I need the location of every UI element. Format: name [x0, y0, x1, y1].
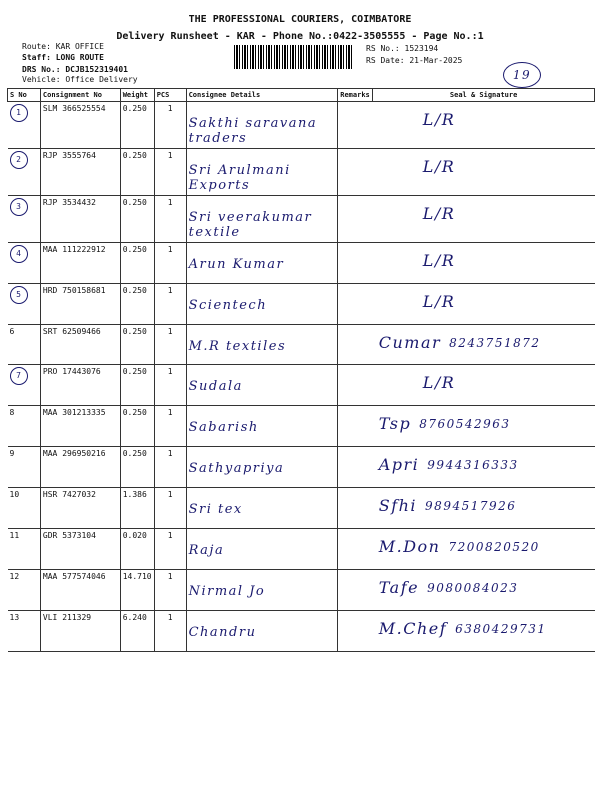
- signature: L/R: [422, 157, 456, 176]
- table-row: [8, 243, 595, 284]
- col-header-pcs: PCS: [154, 89, 186, 102]
- signature-cell: [373, 447, 595, 488]
- consignee-name: Raja: [188, 543, 225, 558]
- signature: Sfhi: [378, 496, 418, 515]
- remarks-cell: [338, 325, 373, 365]
- consignee-name: Sri tex: [188, 502, 243, 517]
- sno-cell: [8, 529, 41, 570]
- sno-value: 7: [10, 367, 28, 385]
- pcs-cell: 1: [154, 149, 186, 196]
- pcs-cell: 1: [154, 284, 186, 325]
- vehicle-label: Vehicle: Office Delivery: [22, 75, 138, 84]
- consignee-name: M.R textiles: [188, 339, 287, 354]
- signature: Tafe: [378, 578, 420, 597]
- sno-cell: [8, 611, 41, 652]
- weight-cell: 0.250: [120, 102, 154, 149]
- consignment-cell: HRD 750158681: [40, 284, 120, 325]
- company-title: THE PROFESSIONAL COURIERS, COIMBATORE: [188, 14, 412, 25]
- signature-cell: [373, 611, 595, 652]
- sno-value: 9: [9, 449, 15, 458]
- consignee-cell: [186, 570, 338, 611]
- weight-cell: 1.386: [120, 488, 154, 529]
- remarks-cell: [338, 611, 373, 652]
- consignment-cell: SLM 366525554: [40, 102, 120, 149]
- remarks-cell: [338, 406, 373, 447]
- runsheet-title: Delivery Runsheet - KAR - Phone No.:0422-3505555 - Page No.:1: [116, 31, 484, 42]
- sno-value: 10: [9, 490, 20, 499]
- sno-cell: [8, 196, 41, 243]
- remarks-cell: [338, 529, 373, 570]
- rs-date: RS Date: 21-Mar-2025: [366, 56, 463, 65]
- pcs-cell: 1: [154, 570, 186, 611]
- consignment-cell: RJP 3534432: [40, 196, 120, 243]
- signature-cell: [373, 196, 595, 243]
- weight-cell: 0.250: [120, 196, 154, 243]
- sno-cell: [8, 406, 41, 447]
- table-row: [8, 447, 595, 488]
- sno-cell: [8, 284, 41, 325]
- weight-cell: 6.240: [120, 611, 154, 652]
- consignee-cell: [186, 196, 338, 243]
- remarks-cell: [338, 488, 373, 529]
- sno-value: 12: [9, 572, 20, 581]
- signature: L/R: [422, 110, 456, 129]
- signature-cell: [373, 102, 595, 149]
- col-header-signature: Seal & Signature: [373, 89, 595, 102]
- consignment-cell: MAA 301213335: [40, 406, 120, 447]
- drs-number: DRS No.: DCJB152319401: [22, 65, 128, 74]
- signature-cell: [373, 529, 595, 570]
- table-row: [8, 325, 595, 365]
- signature-cell: [373, 406, 595, 447]
- consignment-cell: MAA 296950216: [40, 447, 120, 488]
- phone-number: 9944316333: [427, 457, 519, 472]
- sno-value: 4: [10, 245, 28, 263]
- pcs-cell: 1: [154, 102, 186, 149]
- consignment-cell: MAA 111222912: [40, 243, 120, 284]
- sno-value: 2: [10, 151, 28, 169]
- consignee-name: Arun Kumar: [188, 257, 285, 272]
- phone-number: 9894517926: [425, 498, 517, 513]
- remarks-cell: [338, 102, 373, 149]
- remarks-cell: [338, 149, 373, 196]
- table-row: [8, 611, 595, 652]
- signature-cell: [373, 365, 595, 406]
- consignee-cell: [186, 365, 338, 406]
- remarks-cell: [338, 570, 373, 611]
- consignee-name: Sri Arulmani Exports: [188, 163, 291, 193]
- route-label: Route: KAR OFFICE: [22, 42, 104, 51]
- consignee-name: Sabarish: [188, 420, 259, 435]
- consignment-cell: HSR 7427032: [40, 488, 120, 529]
- sno-value: 1: [10, 104, 28, 122]
- consignment-cell: VLI 211329: [40, 611, 120, 652]
- consignee-name: Sakthi saravana traders: [188, 116, 318, 146]
- consignment-cell: PRO 17443076: [40, 365, 120, 406]
- signature-cell: [373, 325, 595, 365]
- consignment-cell: GDR 5373104: [40, 529, 120, 570]
- consignee-name: Scientech: [188, 298, 268, 313]
- remarks-cell: [338, 196, 373, 243]
- remarks-cell: [338, 284, 373, 325]
- barcode: [234, 45, 352, 69]
- signature-cell: [373, 243, 595, 284]
- phone-number: 7200820520: [448, 539, 540, 554]
- signature: L/R: [422, 292, 456, 311]
- remarks-cell: [338, 447, 373, 488]
- sno-cell: [8, 325, 41, 365]
- sno-value: 6: [9, 327, 15, 336]
- signature-cell: [373, 570, 595, 611]
- remarks-cell: [338, 365, 373, 406]
- page-mark: 19: [503, 62, 541, 88]
- phone-number: 9080084023: [427, 580, 519, 595]
- table-row: [8, 284, 595, 325]
- runsheet-table: [7, 88, 595, 652]
- staff-label: Staff: LONG ROUTE: [22, 53, 104, 62]
- signature: Cumar: [378, 333, 442, 352]
- consignee-name: Sudala: [188, 379, 243, 394]
- sno-cell: [8, 488, 41, 529]
- consignee-cell: [186, 325, 338, 365]
- weight-cell: 0.250: [120, 149, 154, 196]
- table-row: [8, 365, 595, 406]
- consignee-cell: [186, 529, 338, 570]
- sno-value: 8: [9, 408, 15, 417]
- signature-cell: [373, 284, 595, 325]
- pcs-cell: 1: [154, 365, 186, 406]
- sno-cell: [8, 149, 41, 196]
- phone-number: 8243751872: [449, 335, 541, 350]
- sno-cell: [8, 102, 41, 149]
- weight-cell: 0.250: [120, 406, 154, 447]
- consignee-name: Chandru: [188, 625, 257, 640]
- consignee-cell: [186, 284, 338, 325]
- signature-cell: [373, 488, 595, 529]
- consignee-cell: [186, 447, 338, 488]
- col-header-consignee: Consignee Details: [186, 89, 338, 102]
- weight-cell: 0.020: [120, 529, 154, 570]
- consignee-name: Sri veerakumar textile: [188, 210, 313, 240]
- table-row: [8, 529, 595, 570]
- pcs-cell: 1: [154, 243, 186, 284]
- pcs-cell: 1: [154, 447, 186, 488]
- consignment-cell: RJP 3555764: [40, 149, 120, 196]
- weight-cell: 14.710: [120, 570, 154, 611]
- pcs-cell: 1: [154, 488, 186, 529]
- table-row: [8, 488, 595, 529]
- sno-cell: [8, 365, 41, 406]
- consignee-cell: [186, 488, 338, 529]
- consignee-cell: [186, 611, 338, 652]
- weight-cell: 0.250: [120, 243, 154, 284]
- pcs-cell: 1: [154, 406, 186, 447]
- phone-number: 8760542963: [419, 416, 511, 431]
- sno-cell: [8, 570, 41, 611]
- weight-cell: 0.250: [120, 365, 154, 406]
- table-row: [8, 196, 595, 243]
- remarks-cell: [338, 243, 373, 284]
- phone-number: 6380429731: [455, 621, 547, 636]
- pcs-cell: 1: [154, 196, 186, 243]
- weight-cell: 0.250: [120, 284, 154, 325]
- consignee-cell: [186, 406, 338, 447]
- weight-cell: 0.250: [120, 325, 154, 365]
- consignee-cell: [186, 243, 338, 284]
- sno-value: 5: [10, 286, 28, 304]
- signature: L/R: [422, 373, 456, 392]
- signature-cell: [373, 149, 595, 196]
- pcs-cell: 1: [154, 611, 186, 652]
- signature: Tsp: [378, 414, 412, 433]
- weight-cell: 0.250: [120, 447, 154, 488]
- signature: L/R: [422, 204, 456, 223]
- consignee-name: Nirmal Jo: [188, 584, 266, 599]
- consignee-cell: [186, 102, 338, 149]
- sno-cell: [8, 243, 41, 284]
- signature: L/R: [422, 251, 456, 270]
- consignment-cell: SRT 62509466: [40, 325, 120, 365]
- consignee-name: Sathyapriya: [188, 461, 285, 476]
- consignment-cell: MAA 577574046: [40, 570, 120, 611]
- sno-value: 11: [9, 531, 20, 540]
- consignee-cell: [186, 149, 338, 196]
- table-row: [8, 570, 595, 611]
- sno-value: 13: [9, 613, 20, 622]
- pcs-cell: 1: [154, 325, 186, 365]
- pcs-cell: 1: [154, 529, 186, 570]
- col-header-remarks: Remarks: [338, 89, 373, 102]
- table-row: [8, 149, 595, 196]
- rs-number: RS No.: 1523194: [366, 44, 439, 53]
- table-header-row: [8, 89, 595, 102]
- table-row: [8, 102, 595, 149]
- signature: Apri: [378, 455, 420, 474]
- sno-cell: [8, 447, 41, 488]
- signature: M.Don: [378, 537, 441, 556]
- col-header-consignment: Consignment No: [40, 89, 120, 102]
- signature: M.Chef: [378, 619, 448, 638]
- col-header-sno: S No: [8, 89, 41, 102]
- sno-value: 3: [10, 198, 28, 216]
- col-header-weight: Weight: [120, 89, 154, 102]
- table-row: [8, 406, 595, 447]
